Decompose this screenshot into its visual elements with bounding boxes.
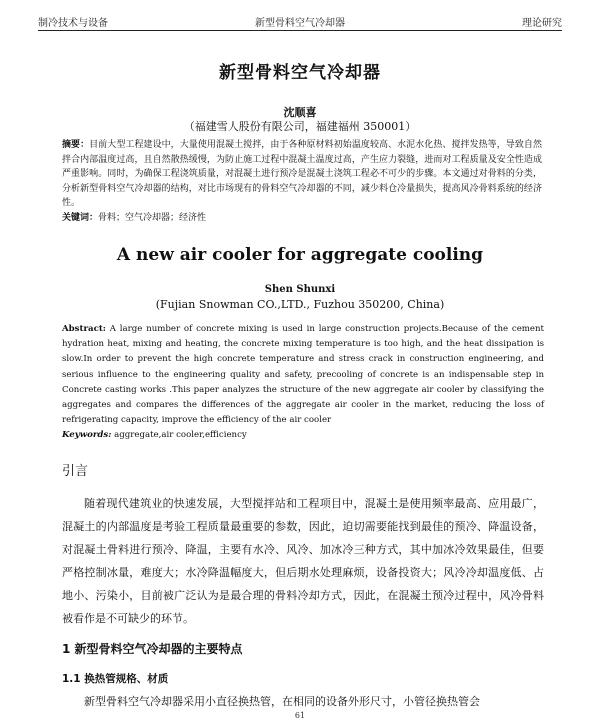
abstract-chinese bbox=[62, 138, 542, 211]
affiliation-english: (Fujian Snowman CO.,LTD., Fuzhou 350200, China) bbox=[155, 298, 445, 311]
affiliation-chinese: （福建雪人股份有限公司，福建福州 350001） bbox=[183, 120, 417, 133]
subsection-heading-1-1: 1.1 换热管规格、材质 bbox=[62, 673, 169, 685]
author-chinese: 沈顺喜 bbox=[283, 106, 317, 119]
abstract-cn-text: 目前大型工程建设中，大量使用混凝土搅拌，由于各种原材料初始温度较高、水泥水化热、搅拌发热等，导致自然拌合内部温度过高，且自然散热缓慢，为防止施工过程中混凝土温度过高，产生应力裂缝，进而对工程质量及安全性造成严重影响。同时，为确保工程浇筑质量，对混凝土进行预冷是混凝土浇筑工程必不可少的步骤。本文通过对骨料的分类，分析新型骨料空气冷却器的结构，对比市场现有的骨料空气冷却器的不同，减少料仓冷量损失，提高风冷骨料系统的经济性。 bbox=[62, 140, 542, 208]
title-chinese: 新型骨料空气冷却器 bbox=[219, 63, 381, 83]
header-article-title: 新型骨料空气冷却器 bbox=[255, 18, 345, 29]
keywords-cn-text: 骨料；空气冷却器；经济性 bbox=[98, 213, 207, 223]
keywords-chinese bbox=[62, 210, 542, 223]
section-heading-1: 1 新型骨料空气冷却器的主要特点 bbox=[62, 642, 243, 656]
subsection-1-1-paragraph: 新型骨料空气冷却器采用小直径换热管，在相同的设备外形尺寸，小管径换热管会 bbox=[84, 695, 480, 708]
header-journal-section: 制冷技术与设备 bbox=[38, 18, 108, 29]
keywords-english bbox=[62, 430, 544, 440]
abstract-en-label: Abstract: bbox=[62, 324, 106, 334]
abstract-english bbox=[62, 322, 544, 428]
author-english: Shen Shunxi bbox=[264, 284, 336, 295]
section-heading-intro: 引言 bbox=[62, 464, 89, 479]
running-header bbox=[38, 12, 562, 31]
abstract-en-text: A large number of concrete mixing is used in large construction projects.Because of the cement hydration heat, mixing and heating, the concrete mixing temperature is too high, and the heat dissipation is slow.In order to prevent the high concrete temperature and stress crack in construction engineering, and serious influence to the engineering quality and safety, precooling of concrete is an indispensable step in Concrete casting works .This paper analyzes the structure of the new aggregate air cooler by classifying the aggregates and compares the differences of the aggregate air cooler in the market, reducing the loss of refrigerating capacity, improve the efficiency of the air cooler bbox=[62, 324, 544, 426]
keywords-cn-label: 关键词： bbox=[62, 213, 99, 223]
abstract-cn-label: 摘要： bbox=[62, 140, 90, 150]
keywords-en-label: Keywords: bbox=[62, 430, 112, 440]
title-english: A new air cooler for aggregate cooling bbox=[116, 245, 484, 265]
keywords-en-text: aggregate,air cooler,efficiency bbox=[111, 430, 247, 440]
intro-paragraph: 随着现代建筑业的快速发展，大型搅拌站和工程项目中，混凝土是使用频率最高、应用最广，混凝土的内部温度是考验工程质量最重要的参数，因此，迫切需要能找到最佳的预冷、降温设备，对混凝土骨料进行预冷、降温，主要有水冷、风冷、加冰冷三种方式，其中加冰冷效果最佳，但要严格控制冰量，难度大；水冷降温幅度大，但后期水处理麻烦，设备投资大；风冷冷却温度低、占地小、污染小，目前被广泛认为是最合理的骨料冷却方式，因此，在混凝土预冷过程中，风冷骨料被看作是不可缺少的环节。 bbox=[62, 497, 544, 625]
header-category: 理论研究 bbox=[522, 18, 562, 29]
page-number: 61 bbox=[294, 711, 306, 720]
